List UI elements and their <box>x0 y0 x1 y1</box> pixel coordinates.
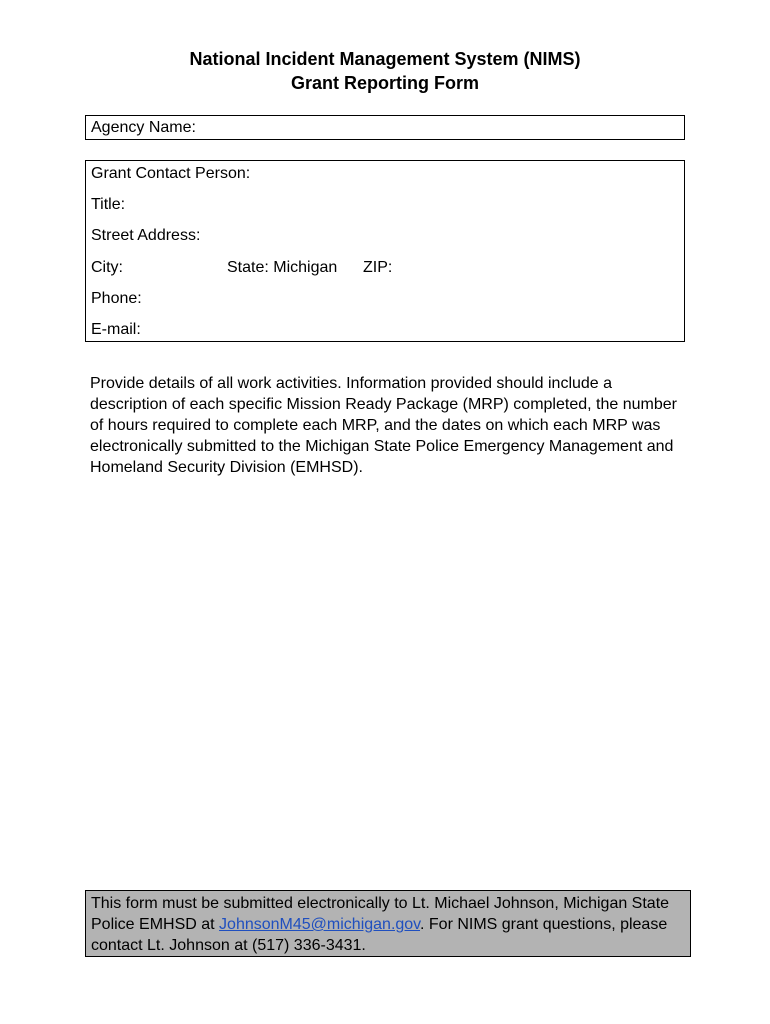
notice-paragraph <box>91 893 681 956</box>
contact-title-field[interactable] <box>91 195 125 215</box>
notice-text-after: . For NIMS grant questions, please contact Lt. Johnson at (517) 336-3431. <box>91 916 668 954</box>
zip-label[interactable]: ZIP: <box>363 259 393 276</box>
contact-info-box <box>85 160 685 342</box>
contact-person-field[interactable] <box>91 164 250 184</box>
notice-text-before: This form must be submitted electronically to Lt. Michael Johnson, Michigan State Police EMHSD at <box>91 895 670 933</box>
city-label[interactable]: City: <box>91 259 123 276</box>
form-title-line1: National Incident Management System (NIMS) <box>189 49 581 69</box>
street-address-field[interactable] <box>91 226 200 246</box>
form-title-line2: Grant Reporting Form <box>291 73 479 93</box>
street-address-label: Street Address: <box>91 227 201 244</box>
contact-title-label: Title: <box>91 196 126 213</box>
city-state-zip-row <box>91 258 393 278</box>
email-field[interactable] <box>91 320 141 340</box>
state-label: State: Michigan <box>227 259 338 276</box>
submission-notice <box>85 890 691 957</box>
agency-name-field[interactable] <box>85 115 685 140</box>
phone-label: Phone: <box>91 290 142 307</box>
contact-email-link[interactable]: JohnsonM45@michigan.gov <box>219 916 420 933</box>
agency-name-label: Agency Name: <box>91 119 196 136</box>
phone-field[interactable] <box>91 289 142 309</box>
contact-person-label: Grant Contact Person: <box>91 165 251 182</box>
instructions-text: Provide details of all work activities. Information provided should include a description of each specific Mission Ready Package (MRP) completed, the number of hours required to complete each MRP, and the dates on which each MRP was electronically submitted to the Michigan State Police Emergency Management and Homeland Security Division (EMHSD). <box>90 375 677 476</box>
email-label: E-mail: <box>91 321 141 338</box>
